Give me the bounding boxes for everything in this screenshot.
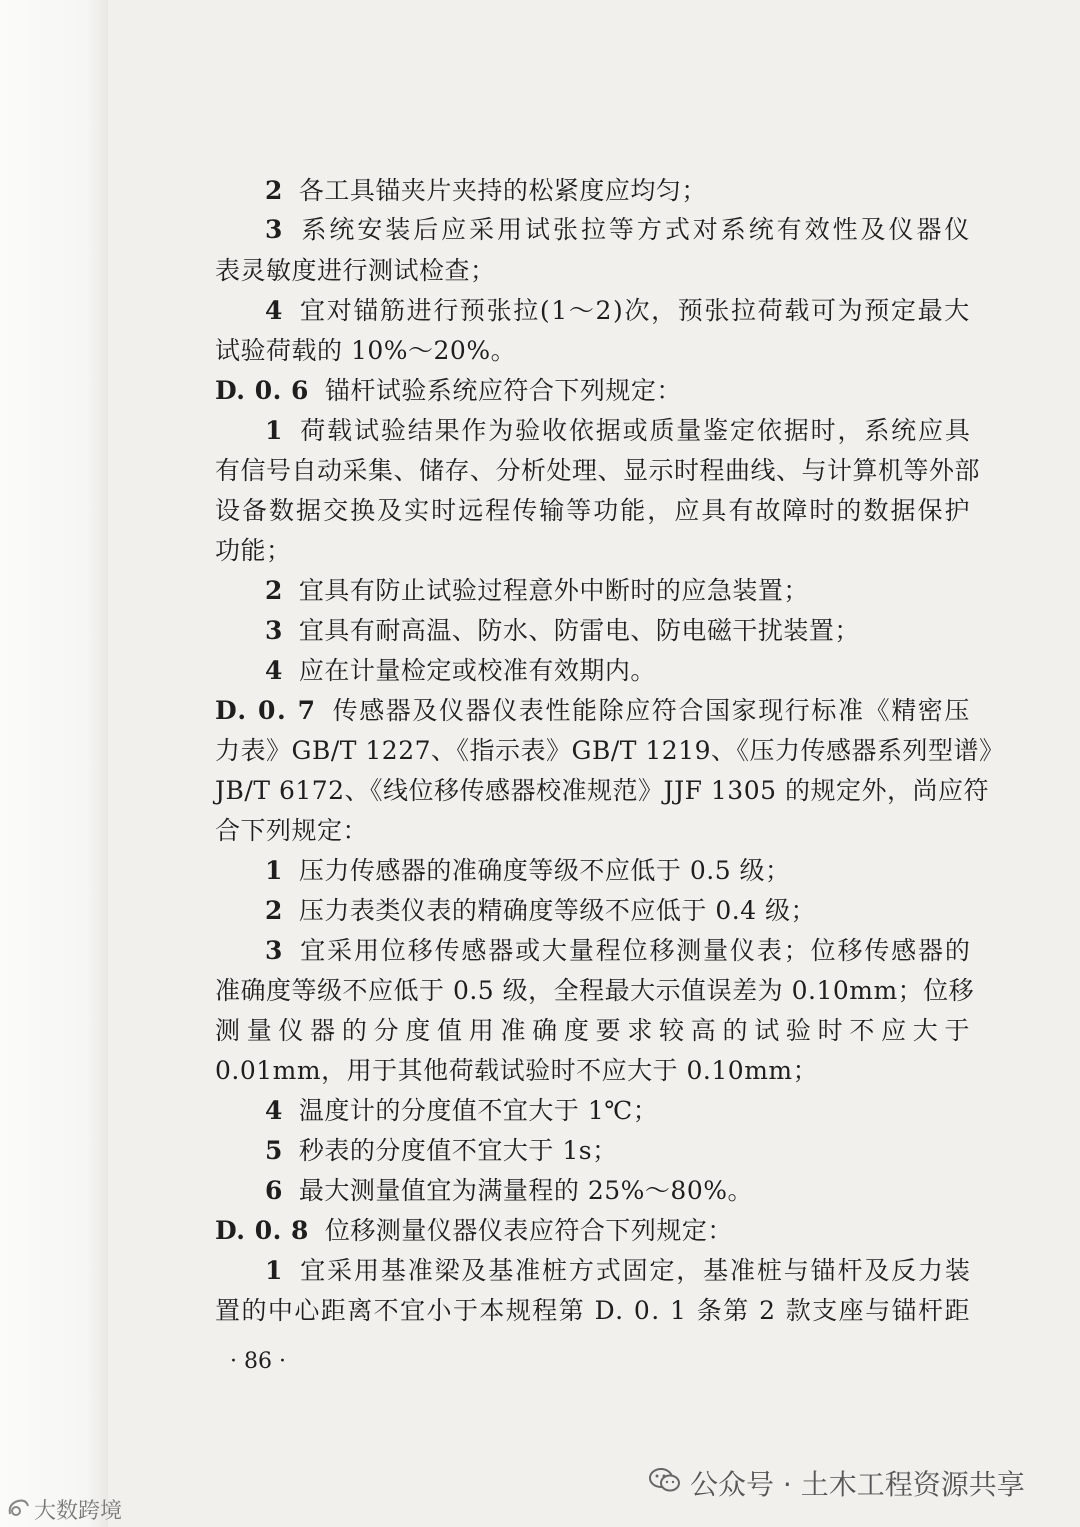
text-line bbox=[215, 256, 496, 286]
line-text: 各工具锚夹片夹持的松紧度应均匀； bbox=[298, 176, 707, 205]
list-item bbox=[265, 1176, 753, 1206]
wechat-icon bbox=[648, 1466, 682, 1494]
line-text: 锚杆试验系统应符合下列规定： bbox=[324, 376, 682, 405]
list-item bbox=[265, 296, 971, 326]
line-text: 位移测量仪器仪表应符合下列规定： bbox=[324, 1216, 733, 1245]
line-text: 温度计的分度值不宜大于 1℃； bbox=[298, 1096, 659, 1125]
line-text: 测量仪器的分度值用准确度要求较高的试验时不应大于 bbox=[215, 1016, 977, 1045]
item-number: 5 bbox=[265, 1136, 283, 1165]
item-number: 6 bbox=[265, 1176, 283, 1205]
list-item bbox=[265, 176, 707, 206]
text-line bbox=[215, 816, 368, 846]
clause-number: D. 0. 8 bbox=[215, 1216, 309, 1245]
item-number: 2 bbox=[265, 176, 283, 205]
text-line bbox=[215, 536, 292, 566]
list-item bbox=[265, 416, 972, 446]
line-text: 压力表类仪表的精确度等级不应低于 0.4 级； bbox=[298, 896, 817, 925]
text-line bbox=[215, 1056, 818, 1086]
line-text: 0.01mm，用于其他荷载试验时不应大于 0.10mm； bbox=[215, 1056, 819, 1085]
text-line bbox=[215, 1296, 971, 1326]
watermark-left-text: 大数跨境 bbox=[34, 1499, 123, 1524]
list-item bbox=[265, 896, 816, 926]
clause-heading bbox=[215, 1216, 733, 1246]
list-item bbox=[265, 215, 972, 245]
clause-number: D. 0. 7 bbox=[215, 696, 317, 725]
text-line bbox=[215, 776, 989, 806]
page-number: · 86 · bbox=[230, 1349, 286, 1374]
line-text: 压力传感器的准确度等级不应低于 0.5 级； bbox=[298, 856, 791, 885]
text-line bbox=[215, 336, 516, 366]
list-item bbox=[265, 1136, 618, 1166]
list-item bbox=[265, 1096, 658, 1126]
line-text: 宜采用位移传感器或大量程位移测量仪表；位移传感器的 bbox=[300, 936, 972, 965]
line-text: 应在计量检定或校准有效期内。 bbox=[298, 656, 656, 685]
list-item bbox=[265, 576, 809, 606]
item-number: 1 bbox=[265, 416, 285, 445]
text-line bbox=[215, 496, 972, 526]
item-number: 2 bbox=[265, 896, 283, 925]
watermark-logo-icon bbox=[6, 1496, 32, 1520]
line-text: 宜对锚筋进行预张拉(1～2)次，预张拉荷载可为预定最大 bbox=[300, 296, 971, 325]
clause-heading bbox=[215, 376, 682, 406]
text-line bbox=[215, 456, 980, 486]
watermark-text: 公众号 · 土木工程资源共享 bbox=[690, 1468, 1025, 1501]
text-line bbox=[215, 976, 974, 1006]
text-line bbox=[215, 1016, 976, 1046]
item-number: 1 bbox=[265, 856, 283, 885]
line-text: 表灵敏度进行测试检查； bbox=[215, 256, 496, 285]
list-item bbox=[265, 936, 972, 966]
clause-number: D. 0. 6 bbox=[215, 376, 309, 405]
line-text: 秒表的分度值不宜大于 1s； bbox=[298, 1136, 618, 1165]
line-text: 宜具有防止试验过程意外中断时的应急装置； bbox=[298, 576, 809, 605]
line-text: 功能； bbox=[215, 536, 292, 565]
line-text: 力表》GB/T 1227、《指示表》GB/T 1219、《压力传感器系列型谱》 bbox=[215, 736, 1005, 765]
item-number: 4 bbox=[265, 296, 285, 325]
line-text: 宜采用基准梁及基准桩方式固定，基准桩与锚杆及反力装 bbox=[300, 1256, 972, 1285]
line-text: 试验荷载的 10%～20%。 bbox=[215, 336, 517, 365]
item-number: 1 bbox=[265, 1256, 285, 1285]
item-number: 3 bbox=[265, 215, 286, 244]
line-text: 合下列规定： bbox=[215, 816, 369, 845]
line-text: 系统安装后应采用试张拉等方式对系统有效性及仪器仪 bbox=[301, 215, 973, 244]
page-gutter bbox=[0, 0, 108, 1527]
list-item bbox=[265, 656, 656, 686]
list-item bbox=[265, 616, 860, 646]
item-number: 4 bbox=[265, 1096, 283, 1125]
line-text: 最大测量值宜为满量程的 25%～80%。 bbox=[298, 1176, 753, 1205]
line-text: 宜具有耐高温、防水、防雷电、防电磁干扰装置； bbox=[298, 616, 860, 645]
item-number: 3 bbox=[265, 616, 283, 645]
line-text: 有信号自动采集、储存、分析处理、显示时程曲线、与计算机等外部 bbox=[215, 456, 981, 485]
line-text: JB/T 6172、《线位移传感器校准规范》JJF 1305 的规定外，尚应符 bbox=[215, 776, 989, 805]
list-item bbox=[265, 1256, 972, 1286]
line-text: 准确度等级不应低于 0.5 级，全程最大示值误差为 0.10mm；位移 bbox=[215, 976, 975, 1005]
line-text: 置的中心距离不宜小于本规程第 D. 0. 1 条第 2 款支座与锚杆距 bbox=[215, 1296, 971, 1325]
list-item bbox=[265, 856, 791, 886]
item-number: 4 bbox=[265, 656, 283, 685]
item-number: 3 bbox=[265, 936, 285, 965]
text-line bbox=[215, 736, 1005, 766]
item-number: 2 bbox=[265, 576, 283, 605]
clause-heading bbox=[215, 696, 971, 726]
line-text: 传感器及仪器仪表性能除应符合国家现行标准《精密压 bbox=[332, 696, 971, 725]
line-text: 设备数据交换及实时远程传输等功能，应具有故障时的数据保护 bbox=[215, 496, 972, 525]
line-text: 荷载试验结果作为验收依据或质量鉴定依据时，系统应具 bbox=[300, 416, 972, 445]
